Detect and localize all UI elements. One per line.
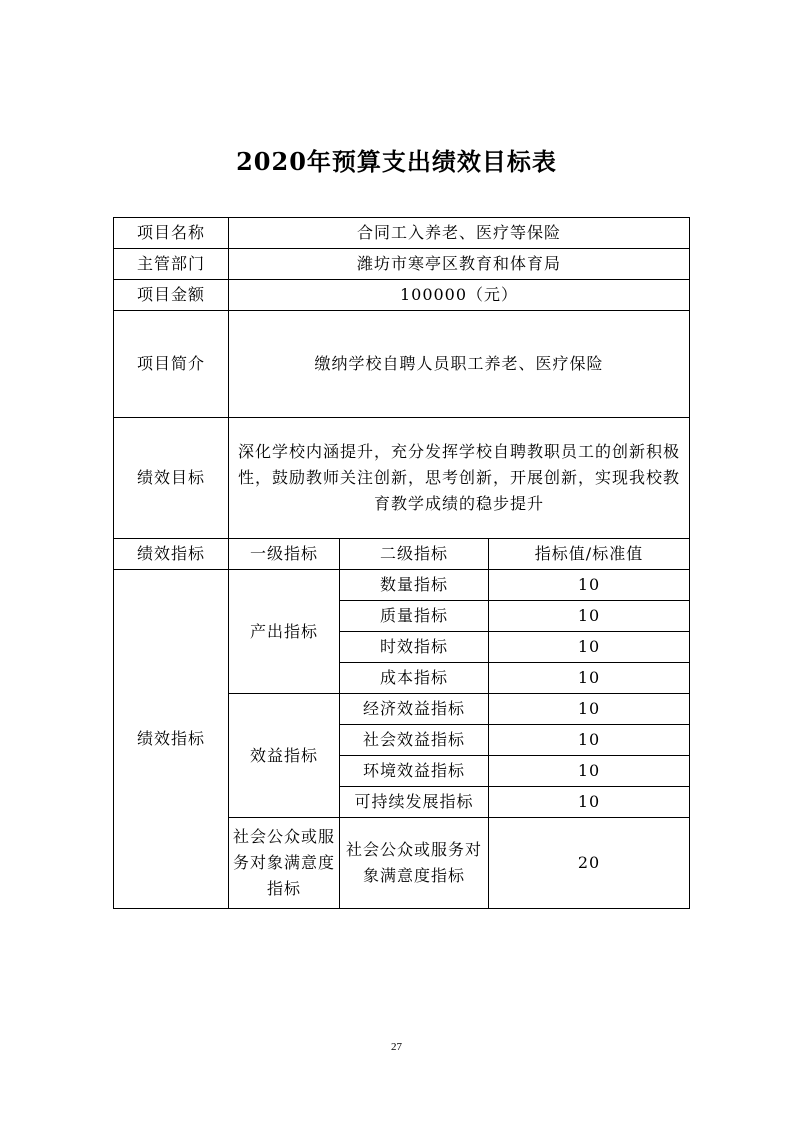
- amount-row: [114, 280, 690, 311]
- intro-row: [114, 311, 690, 418]
- performance-target-table: [113, 217, 690, 909]
- value-cell: 10: [489, 570, 690, 601]
- level1-satisfaction: 社会公众或服务对象满意度指标: [229, 818, 340, 909]
- department-value: 潍坊市寒亭区教育和体育局: [229, 249, 690, 280]
- project-name-label: 项目名称: [114, 218, 229, 249]
- value-cell: 10: [489, 663, 690, 694]
- value-cell: 10: [489, 756, 690, 787]
- department-row: [114, 249, 690, 280]
- level2-cell: 经济效益指标: [340, 694, 489, 725]
- project-name-value: 合同工入养老、医疗等保险: [229, 218, 690, 249]
- value-cell: 10: [489, 601, 690, 632]
- project-name-row: [114, 218, 690, 249]
- level2-cell: 质量指标: [340, 601, 489, 632]
- goal-label: 绩效目标: [114, 418, 229, 539]
- department-label: 主管部门: [114, 249, 229, 280]
- document-title: 2020年预算支出绩效目标表: [236, 147, 557, 176]
- amount-value: 100000（元）: [229, 280, 690, 311]
- level2-cell: 时效指标: [340, 632, 489, 663]
- header-level1: 一级指标: [229, 539, 340, 570]
- header-level2: 二级指标: [340, 539, 489, 570]
- indicator-header-row: [114, 539, 690, 570]
- value-cell: 10: [489, 725, 690, 756]
- level2-cell: 数量指标: [340, 570, 489, 601]
- level1-output: 产出指标: [229, 570, 340, 694]
- page-number: 27: [391, 1041, 402, 1053]
- amount-label: 项目金额: [114, 280, 229, 311]
- header-target-value: 指标值/标准值: [489, 539, 690, 570]
- value-cell: 10: [489, 694, 690, 725]
- level2-cell: 可持续发展指标: [340, 787, 489, 818]
- goal-row: [114, 418, 690, 539]
- indicator-row: [114, 570, 690, 601]
- level2-cell: 社会效益指标: [340, 725, 489, 756]
- indicator-side-label: 绩效指标: [114, 570, 229, 909]
- intro-value: 缴纳学校自聘人员职工养老、医疗保险: [229, 311, 690, 418]
- goal-value: 深化学校内涵提升，充分发挥学校自聘教职员工的创新积极性，鼓励教师关注创新，思考创新，开展创新，实现我校教育教学成绩的稳步提升: [229, 418, 690, 539]
- level2-cell: 社会公众或服务对象满意度指标: [340, 818, 489, 909]
- level2-cell: 环境效益指标: [340, 756, 489, 787]
- level2-cell: 成本指标: [340, 663, 489, 694]
- value-cell: 20: [489, 818, 690, 909]
- intro-label: 项目简介: [114, 311, 229, 418]
- value-cell: 10: [489, 632, 690, 663]
- level1-benefit: 效益指标: [229, 694, 340, 818]
- value-cell: 10: [489, 787, 690, 818]
- header-performance-indicator: 绩效指标: [114, 539, 229, 570]
